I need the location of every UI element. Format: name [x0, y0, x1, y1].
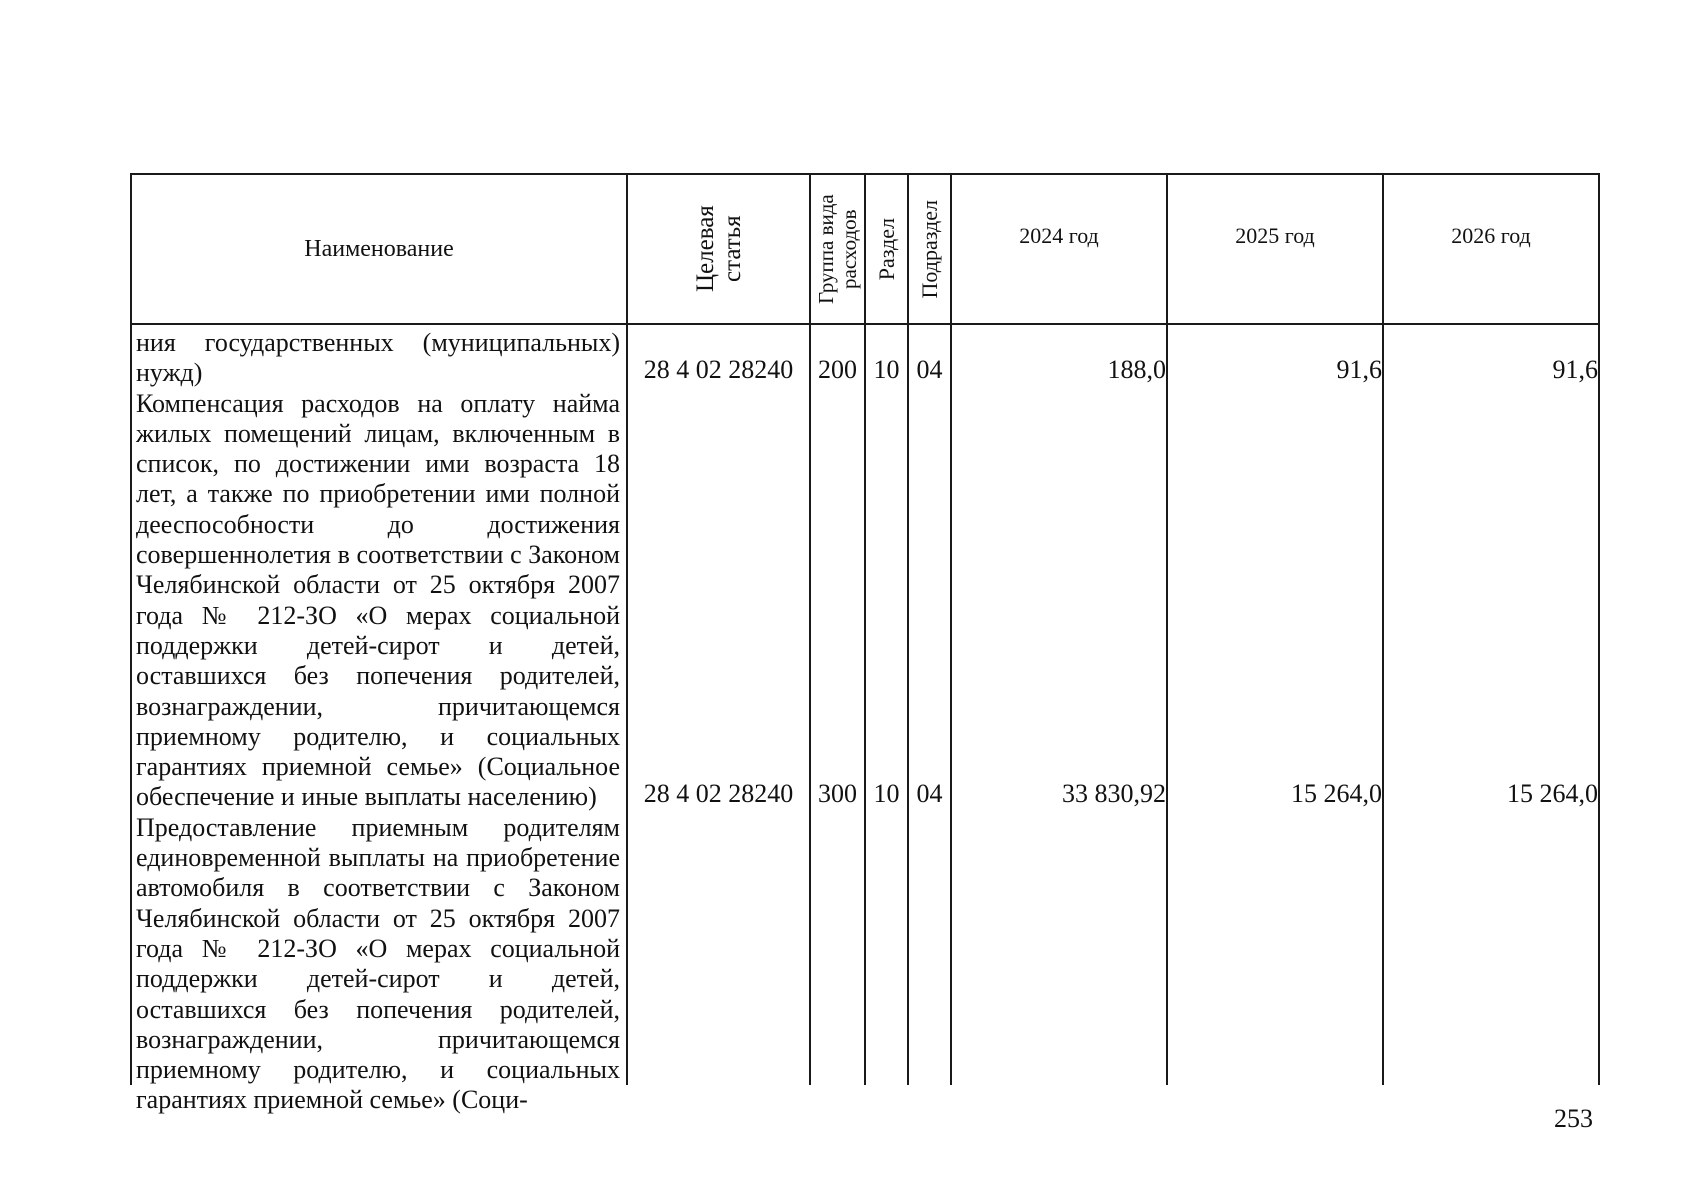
header-name-label: Наименование: [304, 236, 454, 262]
row2-subsection: 04: [916, 779, 943, 808]
header-target-article-label: Целевая статья: [691, 205, 746, 293]
col-border: [1598, 173, 1600, 1085]
col-border: [1382, 173, 1384, 1085]
row2-y2024: 33 830,92: [1062, 779, 1166, 808]
header-target-article: [628, 175, 809, 323]
row2-expense-group: 300: [818, 779, 857, 808]
row1-expense-group: 200: [818, 355, 857, 384]
col-border: [950, 173, 952, 1085]
header-year-2024: [952, 175, 1166, 297]
header-year-2024-label: 2024 год: [1019, 223, 1099, 248]
header-expense-group-label: Группа вида расходов: [813, 194, 861, 304]
row2-target-article: 28 4 02 28240: [643, 779, 794, 808]
header-year-2025: [1168, 175, 1382, 297]
header-year-2026: [1384, 175, 1598, 297]
name-text-block: Предоставление приемным родителям единовременной выплаты на приобретение автомобиля в соответствии с Законом Челябинской области от 25 октября 2007 года № 212-ЗО «О мерах социальной поддержки детей-сирот и детей, оставшихся без попечения родителей, вознаграждении, причитающемся приемному родителю, и социальных гарантиях приемной семье» (Соци-: [136, 812, 620, 1115]
row1-y2024: 188,0: [1107, 355, 1166, 384]
row1-subsection: 04: [916, 355, 943, 384]
row1-y2026: 91,6: [1552, 355, 1598, 384]
row2-y2026: 15 264,0: [1507, 779, 1598, 808]
item-names: [136, 328, 620, 1116]
header-year-2025-label: 2025 год: [1235, 223, 1315, 248]
header-section: [866, 175, 907, 323]
row1-y2025: 91,6: [1336, 355, 1382, 384]
name-text-block: Компенсация расходов на оплату найма жилых помещений лицам, включенным в список, по достижении ими возраста 18 лет, а также по приобретении ими полной дееспособности до достижения совершеннолетия в соответствии с Законом Челябинской области от 25 октября 2007 года № 212-ЗО «О мерах социальной поддержки детей-сирот и детей, оставшихся без попечения родителей, вознаграждении, причитающемся приемному родителю, и социальных гарантиях приемной семье» (Социальное обеспечение и иные выплаты населению): [136, 388, 620, 812]
header-expense-group: [811, 175, 864, 323]
budget-table: [130, 173, 1600, 1115]
header-name: [132, 175, 626, 323]
col-border: [1166, 173, 1168, 1085]
name-text-block: ния государственных (муниципальных) нужд): [136, 328, 620, 388]
row1-section: 10: [873, 355, 900, 384]
header-subsection-label: Подраздел: [916, 199, 942, 299]
header-subsection: [909, 175, 950, 323]
row2-y2025: 15 264,0: [1291, 779, 1382, 808]
header-year-2026-label: 2026 год: [1451, 223, 1531, 248]
row1-target-article: 28 4 02 28240: [643, 355, 794, 384]
page-number: 253: [1554, 1104, 1593, 1133]
row2-section: 10: [873, 779, 900, 808]
header-section-label: Раздел: [873, 217, 899, 281]
